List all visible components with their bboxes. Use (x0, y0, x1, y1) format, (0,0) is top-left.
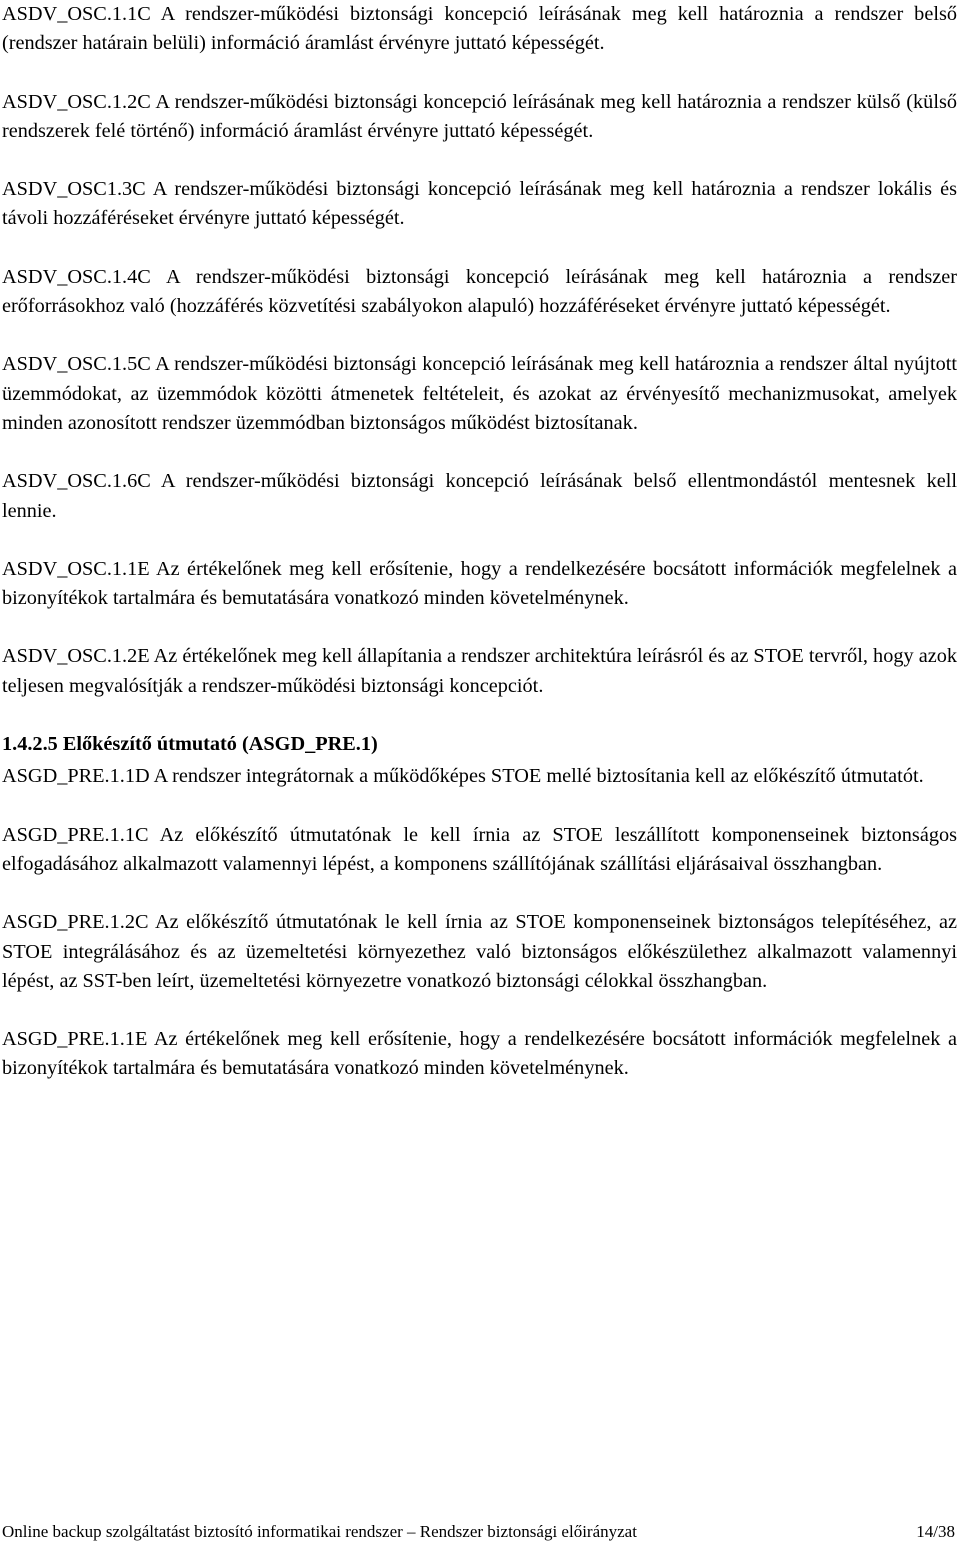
footer-page-number: 14/38 (916, 1522, 955, 1541)
paragraph-asdv-osc-1-2e: ASDV_OSC.1.2E Az értékelőnek meg kell állapítania a rendszer architektúra leírásról és az STOE tervről, hogy azok teljesen megvalósítják a rendszer-működési biztonsági koncepciót. (2, 645, 957, 697)
paragraph-asdv-osc-1-4c: ASDV_OSC.1.4C A rendszer-működési biztonsági koncepció leírásának meg kell határoznia a rendszer erőforrásokhoz való (hozzáférés közvetítési szabályokon alapuló) hozzáféréseket érvényre juttató képességét. (2, 265, 957, 318)
paragraph-asdv-osc-1-2c: ASDV_OSC.1.2C A rendszer-működési biztonsági koncepció leírásának meg kell határoznia a rendszer külső (külső rendszerek felé történő) információ áramlást érvényre juttató képességét. (2, 90, 957, 142)
paragraph-asdv-osc-1-6c: ASDV_OSC.1.6C A rendszer-működési biztonsági koncepció leírásának belső ellentmondástól mentesnek kell lennie. (2, 470, 957, 522)
footer-document-title: Online backup szolgáltatást biztosító informatikai rendszer – Rendszer biztonsági előirányzat (2, 1522, 637, 1541)
paragraph-asgd-pre-1-1c: ASGD_PRE.1.1C Az előkészítő útmutatónak le kell írnia az STOE leszállított komponenseinek biztonságos elfogadásához alkalmazott valamennyi lépést, a komponens szállítójának szállítási eljárásaival összhangban. (2, 823, 957, 875)
section-heading: 1.4.2.5 Előkészítő útmutató (ASGD_PRE.1) (2, 733, 378, 756)
paragraph-asgd-pre-1-2c: ASGD_PRE.1.2C Az előkészítő útmutatónak le kell írnia az STOE komponenseinek biztonságos telepítéséhez, az STOE integrálásához és az üzemeltetési környezethez való biztonságos előkészülethez alkalmazott valamennyi lépést, az SST-ben leírt, üzemeltetési környezetre vonatkozó biztonsági célokkal összhangban. (2, 911, 957, 992)
paragraph-asgd-pre-1-1d: ASGD_PRE.1.1D A rendszer integrátornak a működőképes STOE mellé biztosítania kell az előkészítő útmutatót. (2, 765, 924, 788)
paragraph-asgd-pre-1-1e: ASGD_PRE.1.1E Az értékelőnek meg kell erősítenie, hogy a rendelkezésére bocsátott információk megfelelnek a bizonyítékok tartalmára és bemutatására vonatkozó minden követelménynek. (2, 1028, 957, 1080)
paragraph-asdv-osc-1-5c: ASDV_OSC.1.5C A rendszer-működési biztonsági koncepció leírásának meg kell határoznia a rendszer által nyújtott üzemmódokat, az üzemmódok közötti átmenetek feltételeit, és azokat az érvényesítő mechanizmusokat, amelyek minden azonosított rendszer üzemmódban biztonságos működést biztosítanak. (2, 353, 957, 434)
paragraph-asdv-osc-1-1e: ASDV_OSC.1.1E Az értékelőnek meg kell erősítenie, hogy a rendelkezésére bocsátott információk megfelelnek a bizonyítékok tartalmára és bemutatására vonatkozó minden követelménynek. (2, 557, 957, 610)
page-footer (2, 1521, 955, 1543)
paragraph-asdv-osc-1-1c: ASDV_OSC.1.1C A rendszer-működési biztonsági koncepció leírásának meg kell határoznia a rendszer belső (rendszer határain belüli) információ áramlást érvényre juttató képességét. (2, 3, 957, 55)
paragraph-asdv-osc-1-3c: ASDV_OSC1.3C A rendszer-működési biztonsági koncepció leírásának meg kell határoznia a rendszer lokális és távoli hozzáféréseket érvényre juttató képességét. (2, 178, 957, 230)
page-content (2, 0, 957, 1084)
